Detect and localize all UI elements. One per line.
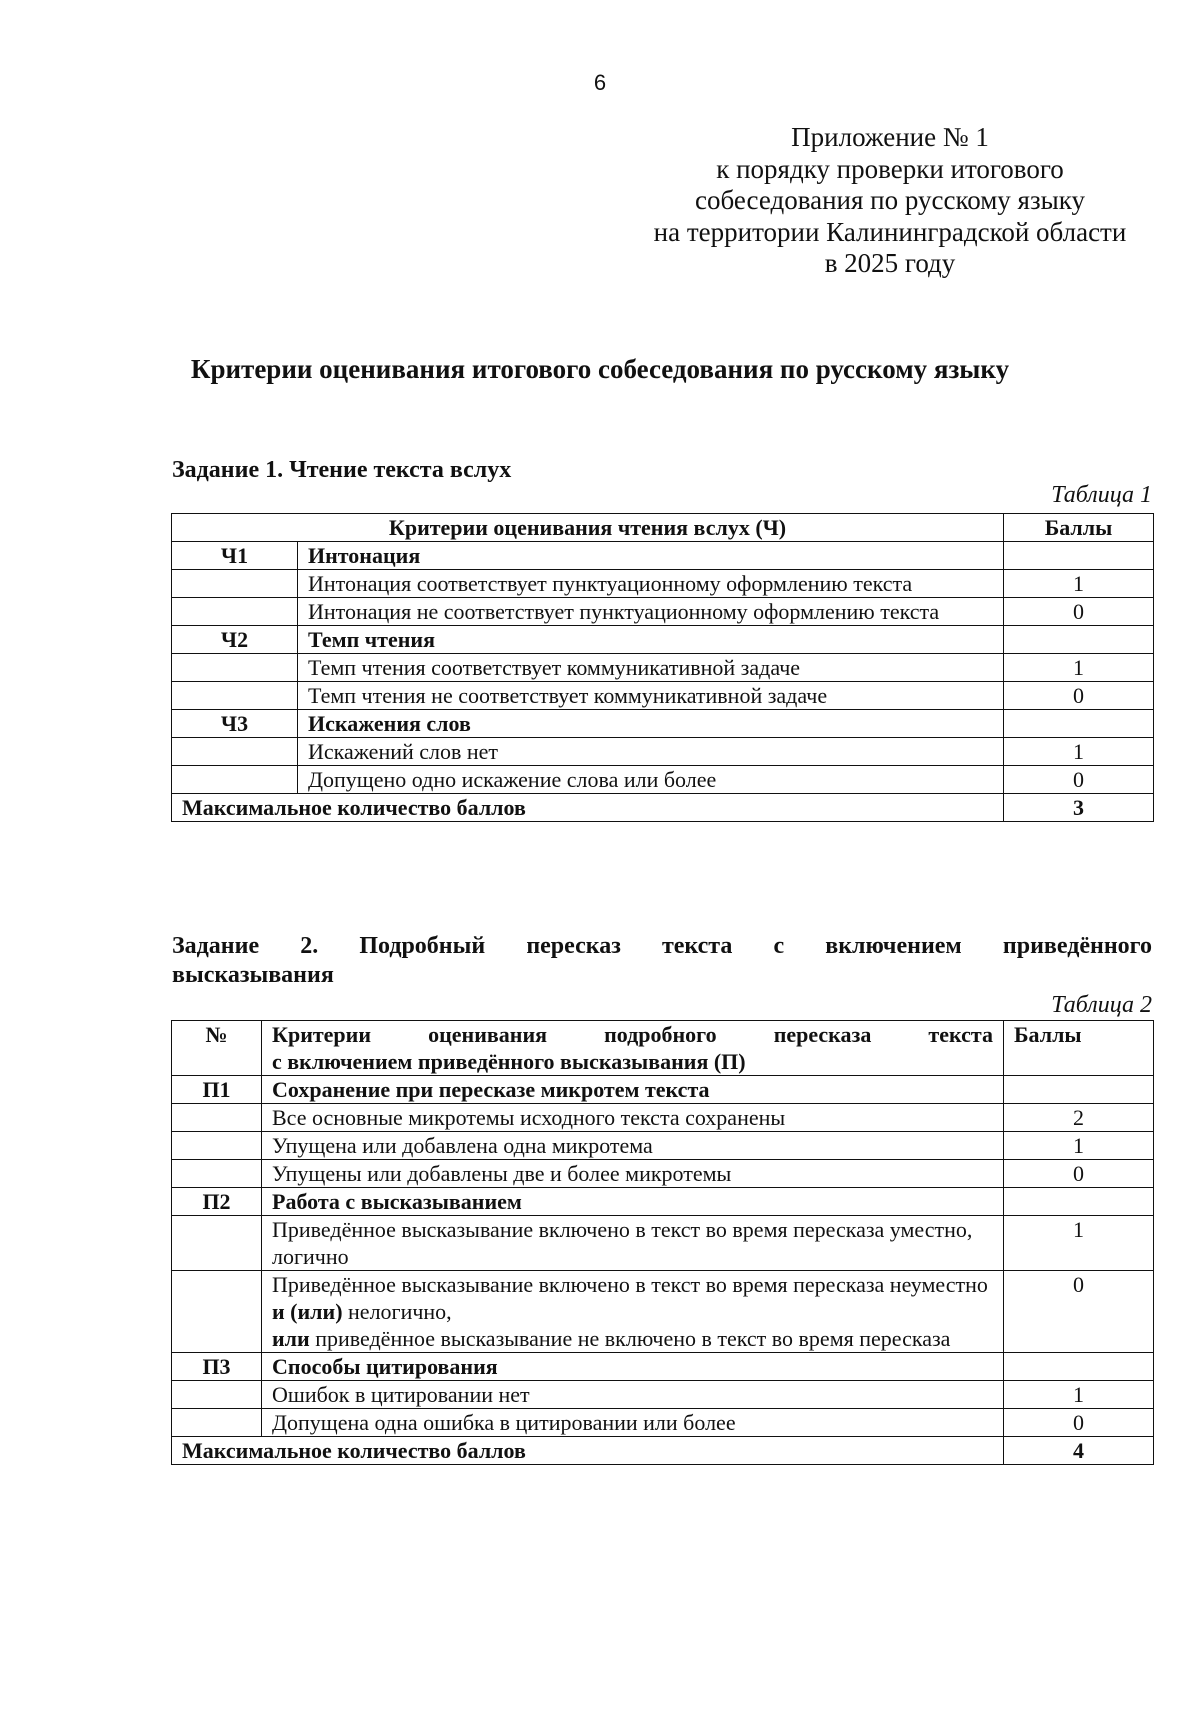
table-row — [172, 1104, 1154, 1132]
header-criteria-line1 — [272, 1021, 993, 1048]
criterion-points — [1004, 1076, 1154, 1104]
text-bold: или — [272, 1326, 310, 1351]
criterion-text: Упущены или добавлены две и более микротемы — [262, 1160, 1004, 1188]
max-points-label: Максимальное количество баллов — [172, 794, 1004, 822]
table-row — [172, 1076, 1154, 1104]
task2-heading-line2: высказывания — [172, 962, 334, 988]
max-points-value: 4 — [1004, 1437, 1154, 1465]
table-row — [172, 738, 1154, 766]
heading-word: приведённого — [1002, 933, 1152, 959]
criterion-text: Темп чтения соответствует коммуникативной задаче — [298, 654, 1004, 682]
criterion-code — [172, 682, 298, 710]
table1-reading-criteria — [171, 513, 1154, 822]
table-row — [172, 1353, 1154, 1381]
criterion-text: Допущено одно искажение слова или более — [298, 766, 1004, 794]
criterion-code: П1 — [172, 1076, 262, 1104]
header-points: Баллы — [1004, 514, 1154, 542]
table-row — [172, 1381, 1154, 1409]
table2-caption: Таблица 2 — [1051, 992, 1152, 1018]
appendix-note — [620, 122, 1160, 280]
criterion-code — [172, 1104, 262, 1132]
criterion-points — [1004, 542, 1154, 570]
appendix-line: в 2025 году — [824, 248, 956, 278]
criterion-points: 1 — [1004, 1216, 1154, 1271]
appendix-line: собеседования по русскому языку — [695, 185, 1085, 215]
table-row — [172, 682, 1154, 710]
criterion-text: Ошибок в цитировании нет — [262, 1381, 1004, 1409]
text-part: нелогично, — [342, 1299, 452, 1324]
table-row — [172, 1188, 1154, 1216]
table-total-row — [172, 1437, 1154, 1465]
heading-word: пересказ — [526, 933, 621, 959]
criterion-group: Искажения слов — [298, 710, 1004, 738]
table1-caption: Таблица 1 — [1051, 482, 1152, 508]
criterion-points: 0 — [1004, 682, 1154, 710]
table-header-row — [172, 1021, 1154, 1076]
text-bold: и (или) — [272, 1299, 343, 1324]
criterion-points: 1 — [1004, 738, 1154, 766]
heading-word: включением — [825, 933, 962, 959]
criterion-text: Упущена или добавлена одна микротема — [262, 1132, 1004, 1160]
header-criteria — [262, 1021, 1004, 1076]
criterion-points: 0 — [1004, 1271, 1154, 1353]
criterion-code: П2 — [172, 1188, 262, 1216]
table-row — [172, 1160, 1154, 1188]
criterion-points: 0 — [1004, 1160, 1154, 1188]
page-number: 6 — [593, 70, 607, 95]
criterion-text: Темп чтения не соответствует коммуникативной задаче — [298, 682, 1004, 710]
criterion-code — [172, 1160, 262, 1188]
header-word: оценивания — [428, 1022, 548, 1047]
table-total-row — [172, 794, 1154, 822]
criterion-code: Ч2 — [172, 626, 298, 654]
criterion-points: 1 — [1004, 654, 1154, 682]
criterion-code: П3 — [172, 1353, 262, 1381]
text-part: приведённое высказывание не включено в текст во время пересказа — [309, 1326, 951, 1351]
criterion-code — [172, 738, 298, 766]
header-points: Баллы — [1004, 1021, 1154, 1076]
criterion-code — [172, 1216, 262, 1271]
criterion-points: 1 — [1004, 1381, 1154, 1409]
criterion-code — [172, 1271, 262, 1353]
criterion-group: Темп чтения — [298, 626, 1004, 654]
criterion-code: Ч3 — [172, 710, 298, 738]
criterion-text: Интонация не соответствует пунктуационному оформлению текста — [298, 598, 1004, 626]
header-number: № — [172, 1021, 262, 1076]
criterion-points — [1004, 1188, 1154, 1216]
criterion-code — [172, 654, 298, 682]
criterion-code: Ч1 — [172, 542, 298, 570]
heading-word: текста — [661, 933, 733, 959]
task2-heading-line1 — [172, 932, 1152, 961]
criterion-code — [172, 1409, 262, 1437]
criterion-points: 0 — [1004, 766, 1154, 794]
criterion-group: Сохранение при пересказе микротем текста — [262, 1076, 1004, 1104]
criterion-points: 1 — [1004, 570, 1154, 598]
document-title: Критерии оценивания итогового собеседования по русскому языку — [190, 354, 1010, 384]
table-row — [172, 1132, 1154, 1160]
criterion-text: Приведённое высказывание включено в текст во время пересказа уместно, логично — [262, 1216, 1004, 1271]
heading-word: с — [773, 933, 785, 959]
table-row — [172, 766, 1154, 794]
criterion-code — [172, 766, 298, 794]
table-row — [172, 1409, 1154, 1437]
header-word: подробного — [604, 1022, 717, 1047]
criterion-text — [262, 1271, 1004, 1353]
criterion-points — [1004, 710, 1154, 738]
header-word: пересказа — [773, 1022, 872, 1047]
table-row — [172, 626, 1154, 654]
criterion-group: Работа с высказыванием — [262, 1188, 1004, 1216]
text-part: Приведённое высказывание включено в текст во время пересказа неуместно — [272, 1272, 988, 1297]
task2-heading — [172, 932, 1152, 990]
heading-word: 2. — [300, 933, 319, 959]
heading-word: Задание — [172, 933, 260, 959]
max-points-label: Максимальное количество баллов — [172, 1437, 1004, 1465]
table-row — [172, 710, 1154, 738]
criterion-group: Способы цитирования — [262, 1353, 1004, 1381]
criterion-points: 0 — [1004, 1409, 1154, 1437]
criterion-code — [172, 1381, 262, 1409]
table-row — [172, 542, 1154, 570]
criterion-points: 1 — [1004, 1132, 1154, 1160]
criterion-code — [172, 1132, 262, 1160]
table-row — [172, 654, 1154, 682]
table-row — [172, 570, 1154, 598]
criterion-points: 0 — [1004, 598, 1154, 626]
criterion-points — [1004, 626, 1154, 654]
header-word: текста — [928, 1022, 993, 1047]
appendix-line: к порядку проверки итогового — [716, 153, 1064, 184]
criterion-points: 2 — [1004, 1104, 1154, 1132]
task1-heading: Задание 1. Чтение текста вслух — [172, 457, 512, 483]
header-criteria: Критерии оценивания чтения вслух (Ч) — [172, 514, 1004, 542]
criterion-group: Интонация — [298, 542, 1004, 570]
criterion-text: Интонация соответствует пунктуационному оформлению текста — [298, 570, 1004, 598]
header-word: Критерии — [272, 1022, 372, 1047]
table2-retelling-criteria — [171, 1020, 1154, 1465]
table-row — [172, 598, 1154, 626]
appendix-line: на территории Калининградской области — [653, 216, 1127, 247]
max-points-value: 3 — [1004, 794, 1154, 822]
criterion-code — [172, 570, 298, 598]
table-row — [172, 1271, 1154, 1353]
header-criteria-line2: с включением приведённого высказывания (П) — [272, 1049, 746, 1074]
criterion-text: Допущена одна ошибка в цитировании или более — [262, 1409, 1004, 1437]
heading-word: Подробный — [359, 933, 486, 959]
table-header-row — [172, 514, 1154, 542]
table-row — [172, 1216, 1154, 1271]
criterion-code — [172, 598, 298, 626]
criterion-points — [1004, 1353, 1154, 1381]
criterion-text: Искажений слов нет — [298, 738, 1004, 766]
appendix-line: Приложение № 1 — [791, 122, 989, 152]
criterion-text: Все основные микротемы исходного текста сохранены — [262, 1104, 1004, 1132]
